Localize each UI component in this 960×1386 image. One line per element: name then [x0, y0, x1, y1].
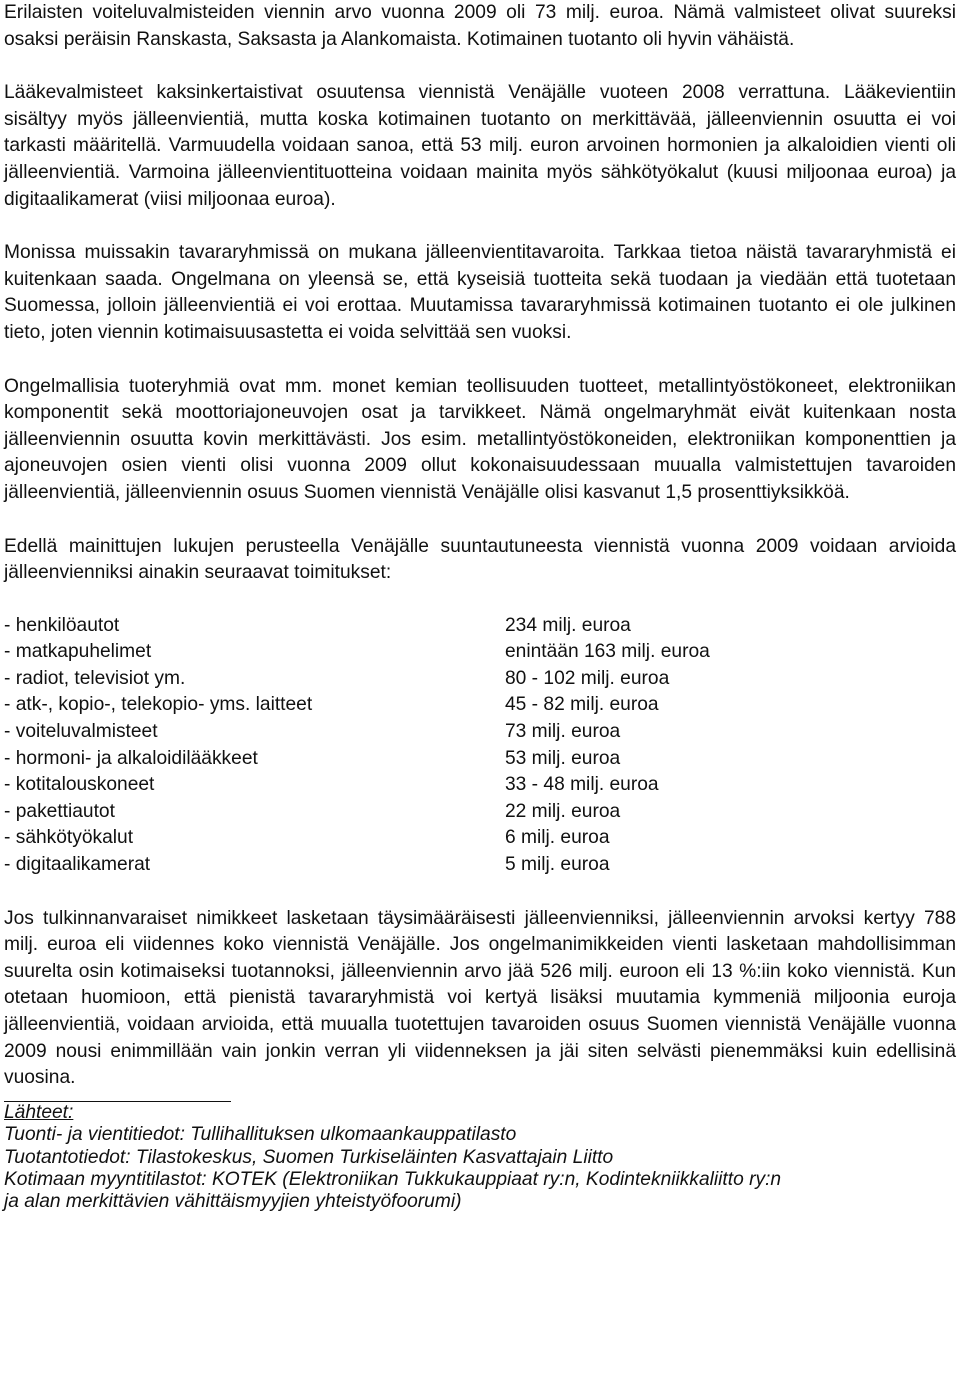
list-item-label: - pakettiautot	[4, 800, 115, 822]
list-item-amount: 33 - 48 milj. euroa	[505, 774, 659, 796]
paragraph-problem-groups: Ongelmallisia tuoteryhmiä ovat mm. monet kemian teollisuuden tuotteet, metallintyöstökoneet, elektroniikan komponentit sekä moottoriajoneuvojen osat ja tarvikkeet. Nämä ongelmaryhmät eivät kuitenkaan nosta jälleenviennin osuutta kovin merkittävästi. Jos esim. metallintyöstökoneiden, elektroniikan komponenttien ja ajoneuvojen osien vienti olisi vuonna 2009 ollut kokonaisuudessaan muualla valmistettujen tavaroiden jälleenvientiä, jälleenviennin osuus Suomen viennistä Venäjälle olisi kasvanut 1,5 prosenttiyksikköä.	[4, 375, 956, 503]
list-item-label: - sähkötyökalut	[4, 827, 134, 849]
paragraph-spacer	[4, 53, 956, 80]
list-item-label: - hormoni- ja alkaloidilääkkeet	[4, 747, 258, 769]
paragraph-spacer	[4, 879, 956, 906]
list-item-label: - henkilöautot	[4, 614, 120, 636]
paragraph-spacer	[4, 213, 956, 240]
list-item	[4, 799, 956, 826]
paragraph-list-intro: Edellä mainittujen lukujen perusteella Venäjälle suuntautuneesta viennistä vuonna 2009 voidaan arvioida jälleenvienniksi ainakin seuraavat toimitukset:	[4, 535, 956, 584]
list-item	[4, 746, 956, 773]
list-item	[4, 613, 956, 640]
source-line: Kotimaan myyntitilastot: KOTEK (Elektroniikan Tukkukauppiaat ry:n, Kodintekniikkaliitto ry:n	[4, 1169, 782, 1190]
list-item-amount: 22 milj. euroa	[505, 800, 621, 822]
list-item-label: - digitaalikamerat	[4, 854, 151, 876]
paragraph-pharmaceuticals: Lääkevalmisteet kaksinkertaistivat osuutensa viennistä Venäjälle vuoteen 2008 verrattuna. Lääkevientiin sisältyy myös jälleenvientiä, mutta koska kotimainen tuotanto on merkittävää, jälleenviennin osuutta ei voi tarkasti määritellä. Varmuudella voidaan sanoa, että 53 milj. euron arvoinen hormonien ja alkaloidien vienti oli jälleenvientiä. Varmoina jälleenvientituotteina voidaan mainita myös sähkötyökalut (kuusi miljoonaa euroa) ja digitaalikamerat (viisi miljoonaa euroa).	[4, 82, 956, 210]
reexport-list	[4, 613, 956, 879]
list-item-amount: 73 milj. euroa	[505, 721, 621, 743]
list-item	[4, 852, 956, 879]
list-item-label: - voiteluvalmisteet	[4, 721, 158, 743]
list-item	[4, 666, 956, 693]
list-item	[4, 719, 956, 746]
source-line: ja alan merkittävien vähittäismyyjien yhteistyöfoorumi)	[4, 1191, 462, 1213]
list-item-amount: 6 milj. euroa	[505, 827, 610, 849]
source-line: Tuonti- ja vientitiedot: Tullihallituksen ulkomaankauppatilasto	[4, 1124, 517, 1146]
paragraph-lubricants: Erilaisten voiteluvalmisteiden viennin arvo vuonna 2009 oli 73 milj. euroa. Nämä valmisteet olivat suureksi osaksi peräisin Ranskasta, Saksasta ja Alankomaista. Kotimainen tuotanto oli hyvin vähäistä.	[4, 2, 956, 50]
list-item-amount: 80 - 102 milj. euroa	[505, 667, 670, 689]
list-item-label: - atk-, kopio-, telekopio- yms. laitteet	[4, 694, 313, 716]
list-item-amount: 45 - 82 milj. euroa	[505, 694, 659, 716]
source-line: Tuotantotiedot: Tilastokeskus, Suomen Turkiseläinten Kasvattajain Liitto	[4, 1146, 614, 1168]
paragraph-spacer	[4, 347, 956, 374]
list-item	[4, 772, 956, 799]
paragraph-spacer	[4, 587, 956, 613]
paragraph-spacer	[4, 507, 956, 534]
list-item-amount: 5 milj. euroa	[505, 854, 610, 876]
list-item	[4, 825, 956, 852]
list-item-amount: 234 milj. euroa	[505, 614, 631, 636]
sources-heading: Lähteet:	[4, 1101, 74, 1123]
paragraph-conclusion: Jos tulkinnanvaraiset nimikkeet lasketaan täysimääräisesti jälleenvienniksi, jälleenviennin arvoksi kertyy 788 milj. euroa eli viidennes koko viennistä Venäjälle. Jos ongelmanimikkeiden vienti lasketaan mahdollisimman suurelta osin kotimaiseksi tuotannoksi, jälleenviennin arvo jää 526 milj. euroon eli 13 %:iin koko viennistä. Kun otetaan huomioon, että pienistä tavararyhmistä voi kertyä lisäksi muutamia kymmeniä miljoonia euroja jälleenvientiä, voidaan arvioida, että muualla tuotettujen tavaroiden osuus Suomen viennistä Venäjälle vuonna 2009 nousi enimmillään vain jonkin verran yli viidenneksen ja jäi siten selvästi pienemmäksi kuin edellisinä vuosina.	[4, 907, 956, 1089]
list-item	[4, 639, 956, 666]
paragraph-other-groups: Monissa muissakin tavararyhmissä on mukana jälleenvientitavaroita. Tarkkaa tietoa näistä tavararyhmistä ei kuitenkaan saada. Ongelmana on yleensä se, että kyseisiä tuotteita sekä tuodaan ja viedään että tuotetaan Suomessa, jolloin jälleenvientiä ei voi erottaa. Muutamissa tavararyhmissä kotimainen tuotanto ei ole julkinen tieto, joten viennin kotimaisuusastetta ei voida selvittää sen vuoksi.	[4, 242, 956, 343]
list-item-label: - radiot, televisiot ym.	[4, 667, 186, 689]
list-item	[4, 692, 956, 719]
list-item-label: - kotitalouskoneet	[4, 774, 155, 796]
list-item-amount: 53 milj. euroa	[505, 747, 621, 769]
sources-block	[4, 1102, 956, 1214]
list-item-label: - matkapuhelimet	[4, 641, 152, 663]
document-page	[4, 0, 956, 1214]
list-item-amount: enintään 163 milj. euroa	[505, 641, 710, 663]
